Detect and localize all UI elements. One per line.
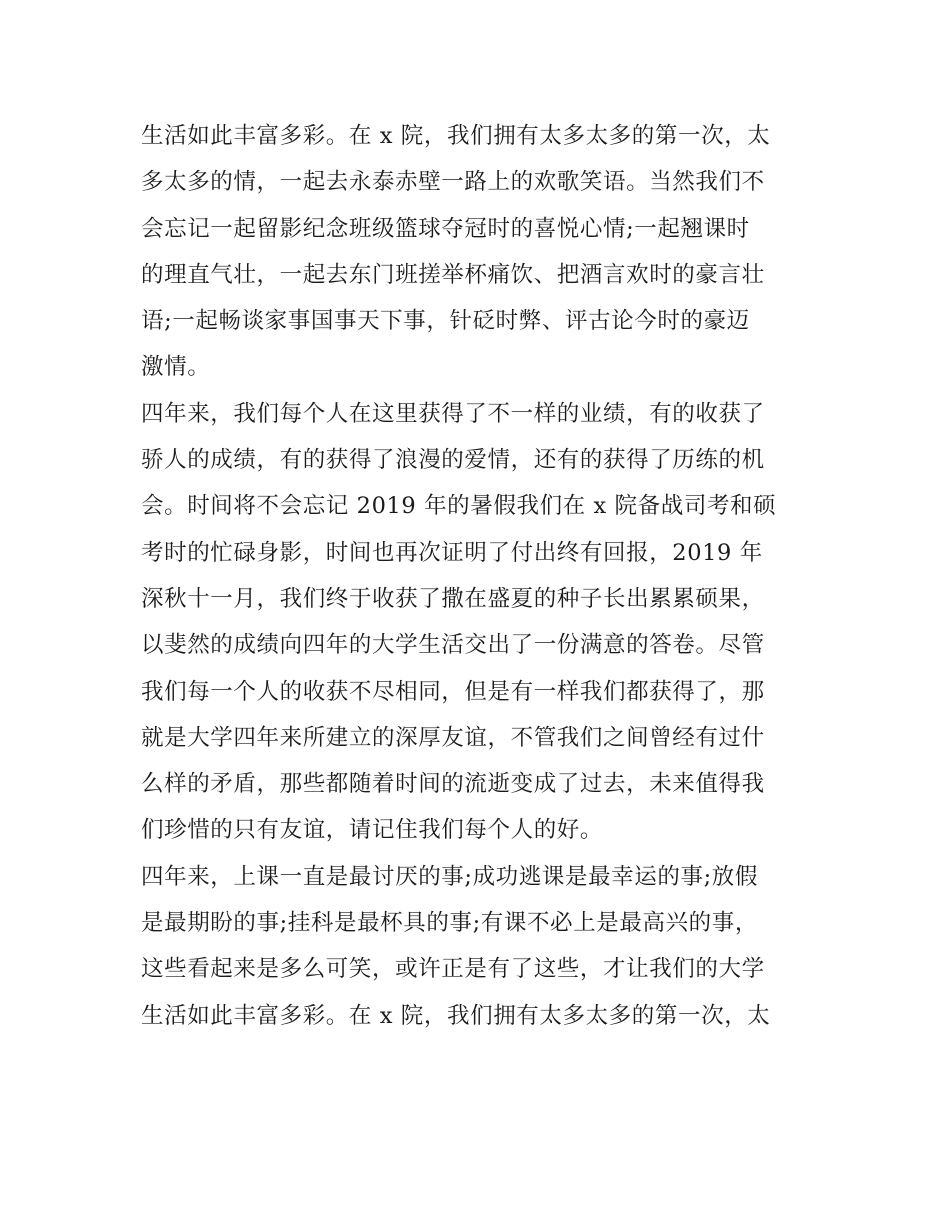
text-line: 激情。 xyxy=(141,354,211,381)
text-line: 们珍惜的只有友谊，请记住我们每个人的好。 xyxy=(141,817,604,844)
text-line: 四年来，我们每个人在这里获得了不一样的业绩，有的收获了 xyxy=(141,400,765,427)
text-line: 深秋十一月，我们终于收获了撒在盛夏的种子长出累累硕果， xyxy=(141,585,765,612)
text-line: 语;一起畅谈家事国事天下事，针砭时弊、评古论今时的豪迈 xyxy=(141,308,750,335)
text-line: 生活如此丰富多彩。在 x 院，我们拥有太多太多的第一次，太 xyxy=(141,1002,771,1029)
text-line: 会忘记一起留影纪念班级篮球夺冠时的喜悦心情;一起翘课时 xyxy=(141,215,750,242)
text-line: 骄人的成绩，有的获得了浪漫的爱情，还有的获得了历练的机 xyxy=(141,447,765,474)
text-line: 我们每一个人的收获不尽相同，但是有一样我们都获得了，那 xyxy=(141,678,765,705)
text-line: 考时的忙碌身影，时间也再次证明了付出终有回报，2019 年 xyxy=(141,539,763,566)
body-text xyxy=(141,113,831,1039)
text-line: 的理直气壮，一起去东门班搓举杯痛饮、把酒言欢时的豪言壮 xyxy=(141,261,765,288)
text-line: 这些看起来是多么可笑，或许正是有了这些，才让我们的大学 xyxy=(141,956,765,983)
text-line: 就是大学四年来所建立的深厚友谊，不管我们之间曾经有过什 xyxy=(141,724,765,751)
text-line: 四年来，上课一直是最讨厌的事;成功逃课是最幸运的事;放假 xyxy=(141,863,758,890)
text-line: 以斐然的成绩向四年的大学生活交出了一份满意的答卷。尽管 xyxy=(141,632,765,659)
text-line: 会。时间将不会忘记 2019 年的暑假我们在 x 院备战司考和硕 xyxy=(141,493,777,520)
text-line: 多太多的情，一起去永泰赤壁一路上的欢歌笑语。当然我们不 xyxy=(141,169,765,196)
text-line: 么样的矛盾，那些都随着时间的流逝变成了过去，未来值得我 xyxy=(141,771,765,798)
text-line: 生活如此丰富多彩。在 x 院，我们拥有太多太多的第一次，太 xyxy=(141,123,771,149)
text-line: 是最期盼的事;挂科是最杯具的事;有课不必上是最高兴的事， xyxy=(141,910,758,937)
